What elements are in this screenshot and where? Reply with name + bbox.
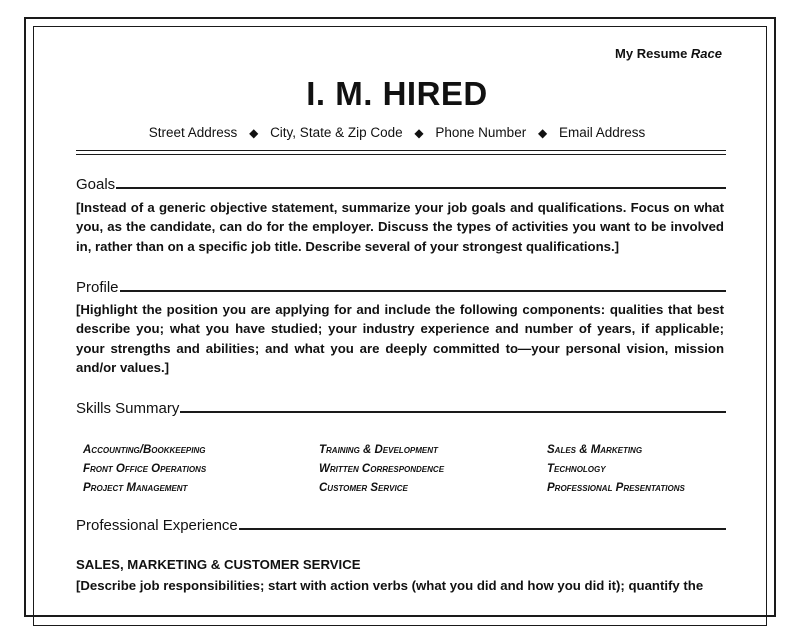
race-label-text: My Resume (615, 46, 688, 61)
profile-text: [Highlight the position you are applying for and include the following components: qualities that best describe you; what you have studied; your industry experience and number of years, if applicable; your strengths and abilities; and what you are deeply committed to—your personal vision, mission and/or values.] (76, 302, 724, 375)
profile-heading-text: Profile (76, 279, 119, 296)
contact-phone: Phone Number (435, 125, 527, 140)
resume-race-label (615, 46, 722, 61)
resume-name: I. M. HIRED (306, 75, 488, 112)
contact-street: Street Address (148, 125, 238, 140)
profile-heading (76, 279, 726, 296)
goals-heading-rule (116, 187, 726, 189)
experience-text: [Describe job responsibilities; start with action verbs (what you did and how you did it); quantify the (76, 578, 704, 593)
goals-text: [Instead of a generic objective statement, summarize your job goals and qualifications. Focus on what you, as the candidate, can do for the employer. Discuss the types of activities you want to be involved in, rather than on a specific job title. Describe several of your strongest qualifications.] (76, 200, 724, 254)
experience-heading (76, 517, 726, 534)
diamond-separator-icon: ◆ (414, 126, 424, 140)
skill-item: Sales & Marketing (547, 444, 643, 456)
contact-city-state-zip: City, State & Zip Code (270, 125, 403, 140)
skill-item: Customer Service (319, 482, 408, 494)
skills-heading-rule (180, 411, 726, 413)
skills-heading (76, 400, 726, 417)
skill-item: Written Correspondence (319, 463, 445, 475)
contact-email: Email Address (558, 125, 646, 140)
goals-heading (76, 176, 726, 193)
experience-heading-text: Professional Experience (76, 517, 238, 534)
skill-item: Accounting/Bookkeeping (83, 444, 206, 456)
contact-line (0, 125, 794, 140)
skills-grid (83, 441, 733, 497)
race-label-emphasis: Race (690, 46, 722, 61)
skill-item: Technology (547, 463, 606, 475)
skill-item: Training & Development (319, 444, 438, 456)
experience-heading-rule (239, 528, 726, 530)
diamond-separator-icon: ◆ (537, 126, 548, 140)
goals-heading-text: Goals (76, 176, 116, 193)
header-divider (76, 150, 726, 155)
skill-item: Front Office Operations (83, 463, 207, 475)
diamond-separator-icon: ◆ (249, 126, 259, 140)
skills-heading-text: Skills Summary (76, 400, 180, 417)
skill-item: Professional Presentations (547, 482, 685, 494)
skill-item: Project Management (83, 482, 188, 494)
profile-heading-rule (120, 290, 726, 292)
experience-subheading: SALES, MARKETING & CUSTOMER SERVICE (76, 557, 361, 572)
